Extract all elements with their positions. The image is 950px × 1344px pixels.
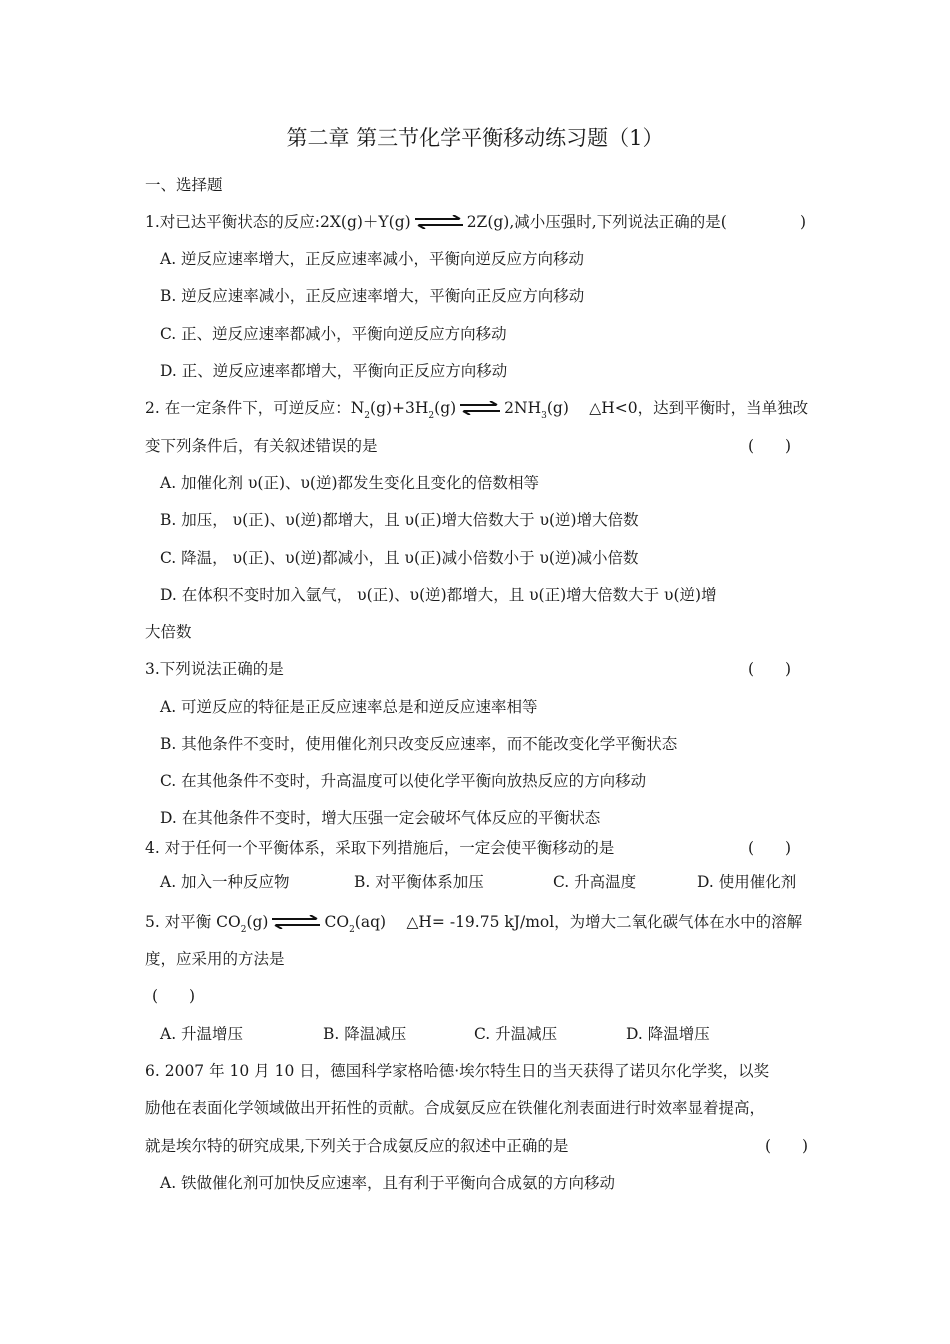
- q5-option-c: C. 升温减压: [474, 1025, 558, 1043]
- question-1-stem: [145, 212, 727, 232]
- q1-option-a: A. 逆反应速率增大，正反应速率减小，平衡向逆反应方向移动: [160, 250, 585, 268]
- q5-answer-paren: ( ): [152, 987, 196, 1005]
- q5-stem-part-d: (aq) △H= -19.75 kJ/mol，为增大二氧化碳气体在水中的溶解: [354, 913, 803, 931]
- q2-option-a: A. 加催化剂 υ(正)、υ(逆)都发生变化且变化的倍数相等: [160, 474, 540, 492]
- q2-subscript: 2: [428, 411, 435, 421]
- q1-stem-part-b: 2Z(g),减小压强时,下列说法正确的是(: [466, 213, 727, 231]
- q5-option-b: B. 降温减压: [323, 1025, 407, 1043]
- q1-option-b: B. 逆反应速率减小，正反应速率增大，平衡向正反应方向移动: [160, 287, 585, 305]
- section-heading: 一、选择题: [145, 176, 223, 194]
- q3-option-d: D. 在其他条件不变时，增大压强一定会破坏气体反应的平衡状态: [160, 809, 601, 827]
- q2-stem-part-c: (g): [434, 399, 457, 417]
- question-5-stem-line2: 度，应采用的方法是: [145, 950, 285, 968]
- q3-option-a: A. 可逆反应的特征是正反应速率总是和逆反应速率相等: [160, 698, 538, 716]
- question-3-stem: 3.下列说法正确的是: [145, 660, 284, 678]
- q2-option-d-continued: 大倍数: [145, 623, 192, 641]
- q2-answer-paren: ( ): [748, 437, 792, 455]
- q2-option-d: D. 在体积不变时加入氩气， υ(正)、υ(逆)都增大，且 υ(正)增大倍数大于 υ(逆)增: [160, 586, 717, 604]
- q2-stem-part-d: 2NH: [504, 399, 542, 417]
- q5-subscript: 2: [349, 925, 355, 935]
- q5-subscript: 2: [240, 925, 247, 935]
- q1-answer-paren: ): [800, 213, 807, 231]
- question-5-stem: [145, 912, 803, 935]
- q5-option-d: D. 降温增压: [626, 1025, 710, 1043]
- q1-option-d: D. 正、逆反应速率都增大，平衡向正反应方向移动: [160, 362, 508, 380]
- q4-answer-paren: ( ): [748, 839, 792, 857]
- q4-option-b: B. 对平衡体系加压: [354, 873, 484, 891]
- q2-stem-part-e: (g) △H<0，达到平衡时，当单独改: [546, 399, 809, 417]
- q4-option-d: D. 使用催化剂: [697, 873, 797, 891]
- q3-answer-paren: ( ): [748, 660, 792, 678]
- question-4-stem: 4. 对于任何一个平衡体系，采取下列措施后，一定会使平衡移动的是: [145, 839, 615, 857]
- q2-option-c: C. 降温， υ(正)、υ(逆)都减小，且 υ(正)减小倍数小于 υ(逆)减小倍数: [160, 549, 639, 567]
- q2-subscript: 3: [541, 411, 547, 421]
- question-2-stem-line2: 变下列条件后，有关叙述错误的是: [145, 437, 378, 455]
- q5-option-a: A. 升温增压: [160, 1025, 244, 1043]
- q6-option-a: A. 铁做催化剂可加快反应速率，且有利于平衡向合成氨的方向移动: [160, 1174, 616, 1192]
- q2-option-b: B. 加压， υ(正)、υ(逆)都增大，且 υ(正)增大倍数大于 υ(逆)增大倍数: [160, 511, 639, 529]
- q2-stem-part-a: 2. 在一定条件下，可逆反应：N: [145, 399, 365, 417]
- question-6-stem-line1: 6. 2007 年 10 月 10 日，德国科学家格哈德·埃尔特生日的当天获得了诺贝尔化学奖，以奖: [145, 1062, 770, 1080]
- q3-option-b: B. 其他条件不变时，使用催化剂只改变反应速率，而不能改变化学平衡状态: [160, 735, 678, 753]
- page-title: 第二章 第三节化学平衡移动练习题（1）: [286, 126, 664, 150]
- question-6-stem-line3: 就是埃尔特的研究成果,下列关于合成氨反应的叙述中正确的是: [145, 1137, 569, 1155]
- q3-option-c: C. 在其他条件不变时，升高温度可以使化学平衡向放热反应的方向移动: [160, 772, 647, 790]
- equilibrium-arrow-icon: [413, 215, 465, 229]
- q2-subscript: 2: [364, 411, 371, 421]
- q2-stem-part-b: (g)+3H: [370, 399, 429, 417]
- q5-stem-part-c: CO: [324, 913, 350, 931]
- question-2-stem: [145, 398, 809, 421]
- equilibrium-arrow-icon: [270, 915, 322, 929]
- q4-option-c: C. 升高温度: [553, 873, 637, 891]
- q5-stem-part-b: (g): [246, 913, 269, 931]
- q1-stem-part-a: 1.对已达平衡状态的反应:2X(g)＋Y(g): [145, 213, 411, 231]
- question-6-stem-line2: 励他在表面化学领域做出开拓性的贡献。合成氨反应在铁催化剂表面进行时效率显着提高，: [145, 1099, 766, 1117]
- q4-option-a: A. 加入一种反应物: [160, 873, 290, 891]
- q5-stem-part-a: 5. 对平衡 CO: [145, 913, 241, 931]
- q1-option-c: C. 正、逆反应速率都减小，平衡向逆反应方向移动: [160, 325, 507, 343]
- q6-answer-paren: ( ): [765, 1137, 809, 1155]
- equilibrium-arrow-icon: [458, 401, 502, 415]
